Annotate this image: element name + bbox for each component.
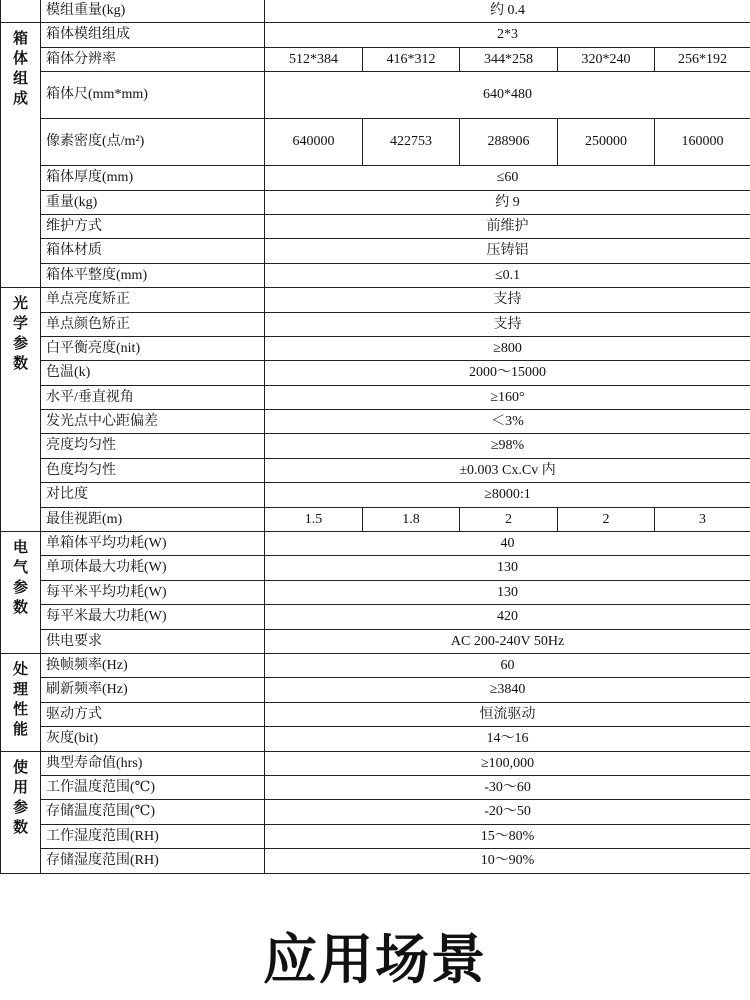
group-label (1, 0, 41, 23)
spec-row (1, 580, 750, 604)
spec-value: 2 (460, 507, 558, 531)
spec-value: ≥8000:1 (265, 483, 750, 507)
spec-value: 支持 (265, 288, 750, 312)
spec-value: 422753 (363, 119, 460, 166)
spec-row (1, 507, 750, 531)
spec-value: 支持 (265, 312, 750, 336)
spec-value: ≥100,000 (265, 751, 750, 775)
spec-value: ＜3% (265, 410, 750, 434)
spec-label: 像素密度(点/m²) (41, 119, 265, 166)
spec-row (1, 0, 750, 23)
spec-value: ≥98% (265, 434, 750, 458)
spec-label: 换帧频率(Hz) (41, 653, 265, 677)
spec-row (1, 605, 750, 629)
spec-value: 512*384 (265, 47, 363, 71)
spec-row (1, 72, 750, 119)
spec-label: 箱体模组组成 (41, 23, 265, 47)
spec-row (1, 385, 750, 409)
spec-value: 前维护 (265, 214, 750, 238)
spec-label: 重量(kg) (41, 190, 265, 214)
spec-row (1, 239, 750, 263)
spec-label: 箱体尺(mm*mm) (41, 72, 265, 119)
spec-row (1, 214, 750, 238)
spec-value: ≤0.1 (265, 263, 750, 287)
group-label: 光学参数 (1, 288, 41, 532)
spec-label: 单点颜色矫正 (41, 312, 265, 336)
spec-row (1, 556, 750, 580)
spec-value: 130 (265, 580, 750, 604)
spec-label: 箱体平整度(mm) (41, 263, 265, 287)
spec-row (1, 727, 750, 751)
spec-value: ≥3840 (265, 678, 750, 702)
spec-row (1, 263, 750, 287)
spec-label: 水平/垂直视角 (41, 385, 265, 409)
spec-label: 单箱体平均功耗(W) (41, 532, 265, 556)
spec-value: 288906 (460, 119, 558, 166)
group-label: 箱体组成 (1, 23, 41, 288)
spec-label: 供电要求 (41, 629, 265, 653)
spec-value: 60 (265, 653, 750, 677)
spec-label: 每平米平均功耗(W) (41, 580, 265, 604)
group-label: 处理性能 (1, 653, 41, 751)
spec-row (1, 288, 750, 312)
spec-label: 典型寿命值(hrs) (41, 751, 265, 775)
spec-value: AC 200-240V 50Hz (265, 629, 750, 653)
spec-value: 2*3 (265, 23, 750, 47)
spec-value: 344*258 (460, 47, 558, 71)
spec-label: 箱体厚度(mm) (41, 166, 265, 190)
spec-label: 亮度均匀性 (41, 434, 265, 458)
spec-row (1, 119, 750, 166)
spec-value: 640000 (265, 119, 363, 166)
group-label: 使用参数 (1, 751, 41, 873)
spec-value: ±0.003 Cx.Cv 内 (265, 458, 750, 482)
spec-label: 白平衡亮度(nit) (41, 336, 265, 360)
spec-value: 160000 (655, 119, 750, 166)
spec-row (1, 824, 750, 848)
spec-value: 2000～15000 (265, 361, 750, 385)
spec-label: 每平米最大功耗(W) (41, 605, 265, 629)
spec-label: 工作湿度范围(RH) (41, 824, 265, 848)
spec-row (1, 434, 750, 458)
spec-row (1, 775, 750, 799)
spec-value: -20～50 (265, 800, 750, 824)
spec-label: 最佳视距(m) (41, 507, 265, 531)
spec-value: 2 (558, 507, 655, 531)
spec-row (1, 410, 750, 434)
spec-row (1, 47, 750, 71)
spec-label: 色温(k) (41, 361, 265, 385)
spec-value: 420 (265, 605, 750, 629)
spec-row (1, 849, 750, 873)
spec-value: 10～90% (265, 849, 750, 873)
spec-row (1, 361, 750, 385)
spec-value: 1.5 (265, 507, 363, 531)
spec-value: 250000 (558, 119, 655, 166)
spec-label: 色度均匀性 (41, 458, 265, 482)
spec-value: 15～80% (265, 824, 750, 848)
spec-row (1, 629, 750, 653)
spec-row (1, 702, 750, 726)
spec-label: 对比度 (41, 483, 265, 507)
spec-label: 驱动方式 (41, 702, 265, 726)
spec-value: 40 (265, 532, 750, 556)
spec-label: 单项体最大功耗(W) (41, 556, 265, 580)
group-label: 电气参数 (1, 532, 41, 654)
spec-label: 存储湿度范围(RH) (41, 849, 265, 873)
spec-value: ≥160° (265, 385, 750, 409)
spec-label: 发光点中心距偏差 (41, 410, 265, 434)
spec-row (1, 751, 750, 775)
spec-value: 恒流驱动 (265, 702, 750, 726)
spec-label: 模组重量(kg) (41, 0, 265, 23)
spec-value: ≥800 (265, 336, 750, 360)
spec-label: 单点亮度矫正 (41, 288, 265, 312)
spec-row (1, 800, 750, 824)
spec-value: 约 0.4 (265, 0, 750, 23)
spec-label: 箱体材质 (41, 239, 265, 263)
spec-label: 灰度(bit) (41, 727, 265, 751)
spec-row (1, 483, 750, 507)
spec-row (1, 312, 750, 336)
spec-row (1, 166, 750, 190)
spec-row (1, 653, 750, 677)
spec-row (1, 190, 750, 214)
spec-label: 工作温度范围(℃) (41, 775, 265, 799)
spec-value: 压铸铝 (265, 239, 750, 263)
spec-value: 320*240 (558, 47, 655, 71)
spec-row (1, 23, 750, 47)
spec-value: -30～60 (265, 775, 750, 799)
spec-label: 存储温度范围(℃) (41, 800, 265, 824)
spec-row (1, 336, 750, 360)
section-heading: 应用场景 (0, 920, 750, 1000)
spec-value: 130 (265, 556, 750, 580)
spec-value: 14～16 (265, 727, 750, 751)
spec-value: 640*480 (265, 72, 750, 119)
spec-value: 约 9 (265, 190, 750, 214)
spec-label: 箱体分辨率 (41, 47, 265, 71)
spec-value: 256*192 (655, 47, 750, 71)
spec-value: 1.8 (363, 507, 460, 531)
spec-row (1, 678, 750, 702)
spec-row (1, 458, 750, 482)
spec-value: 416*312 (363, 47, 460, 71)
spec-label: 刷新频率(Hz) (41, 678, 265, 702)
spec-value: 3 (655, 507, 750, 531)
spec-row (1, 532, 750, 556)
spec-value: ≤60 (265, 166, 750, 190)
spec-label: 维护方式 (41, 214, 265, 238)
